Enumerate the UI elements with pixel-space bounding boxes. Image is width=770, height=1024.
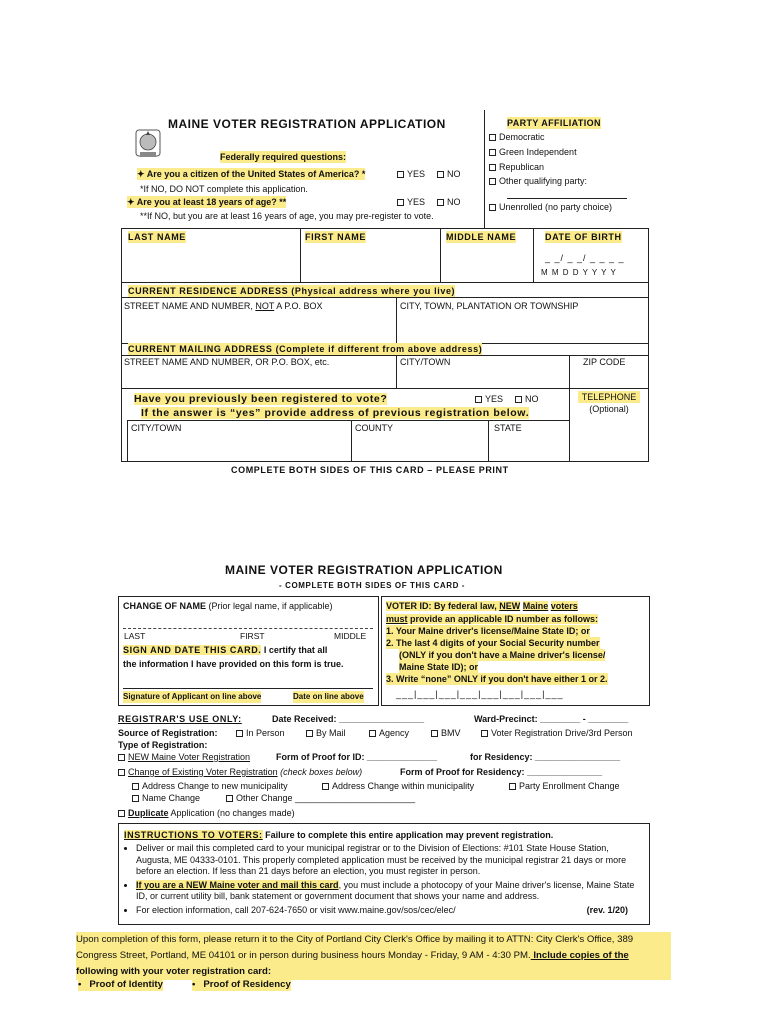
source-drive[interactable]: Voter Registration Drive/3rd Person bbox=[481, 727, 633, 739]
dob-input[interactable]: _ _/ _ _/ _ _ _ _ bbox=[545, 253, 625, 263]
date-label: Date on line above bbox=[293, 692, 364, 701]
maine-seal-icon bbox=[135, 128, 161, 160]
source-agency[interactable]: Agency bbox=[369, 727, 409, 739]
checkbox-icon[interactable] bbox=[369, 730, 376, 737]
checkbox-icon[interactable] bbox=[475, 396, 482, 403]
checkbox-icon[interactable] bbox=[118, 754, 125, 761]
checkbox-icon[interactable] bbox=[481, 730, 488, 737]
change-registration-option[interactable]: Change of Existing Voter Registration (check boxes below) bbox=[118, 766, 362, 778]
mailing-city-label: CITY/TOWN bbox=[400, 357, 451, 367]
party-democratic[interactable]: Democratic bbox=[489, 131, 545, 143]
checkbox-icon[interactable] bbox=[515, 396, 522, 403]
telephone-optional: (Optional) bbox=[589, 404, 629, 414]
source-by-mail[interactable]: By Mail bbox=[306, 727, 346, 739]
divider bbox=[127, 420, 128, 462]
checkbox-icon[interactable] bbox=[437, 171, 444, 178]
registrar-title: REGISTRAR'S USE ONLY: bbox=[118, 714, 242, 724]
citizen-yes-option[interactable]: YES bbox=[397, 168, 425, 180]
party-green[interactable]: Green Independent bbox=[489, 146, 577, 158]
instructions-list bbox=[124, 843, 646, 918]
divider bbox=[121, 297, 649, 298]
residence-title: CURRENT RESIDENCE ADDRESS (Physical address where you live) bbox=[128, 286, 456, 296]
checkbox-icon[interactable] bbox=[306, 730, 313, 737]
previous-registration-note: If the answer is “yes” provide address of previous registration below. bbox=[141, 407, 530, 419]
mailing-zip-label: ZIP CODE bbox=[583, 357, 626, 367]
change-of-name-heading: CHANGE OF NAME (Prior legal name, if applicable) bbox=[123, 601, 333, 611]
previous-yes-option[interactable]: YES bbox=[475, 393, 503, 405]
age-note: **If NO, but you are at least 16 years of age, you may pre-register to vote. bbox=[140, 211, 434, 221]
proof-identity-item: • Proof of Identity bbox=[78, 979, 163, 990]
voter-id-option-2c: Maine State ID); or bbox=[399, 662, 479, 672]
ward-precinct: Ward-Precinct: ________ - ________ bbox=[474, 714, 629, 724]
prior-first-label: FIRST bbox=[240, 631, 265, 641]
name-change-option[interactable]: Name Change bbox=[132, 792, 200, 804]
checkbox-icon[interactable] bbox=[132, 795, 139, 802]
duplicate-option[interactable]: Duplicate Application (no changes made) bbox=[118, 807, 295, 819]
instruction-item: • If you are a NEW Maine voter and mail this card, you must include a photocopy of your Maine driver's license, Maine State ID, or current utility bill, bank statement or government document that shows your name and address. bbox=[136, 880, 646, 903]
proof-residency-field: Form of Proof for Residency: _______________ bbox=[400, 767, 603, 777]
checkbox-icon[interactable] bbox=[489, 149, 496, 156]
source-row: Source of Registration: bbox=[118, 728, 218, 738]
proof-id-field: Form of Proof for ID: ______________ bbox=[276, 752, 438, 762]
prior-last-label: LAST bbox=[124, 631, 146, 641]
back-title: MAINE VOTER REGISTRATION APPLICATION bbox=[225, 563, 503, 577]
previous-no-option[interactable]: NO bbox=[515, 393, 539, 405]
checkbox-icon[interactable] bbox=[118, 769, 125, 776]
citizen-question: ✦ Are you a citizen of the United States of America? * bbox=[137, 169, 366, 179]
back-subtitle: - COMPLETE BOTH SIDES OF THIS CARD - bbox=[279, 581, 466, 590]
source-in-person[interactable]: In Person bbox=[236, 727, 285, 739]
age-yes-option[interactable]: YES bbox=[397, 196, 425, 208]
certify-text: the information I have provided on this form is true. bbox=[123, 659, 344, 669]
divider bbox=[121, 282, 649, 283]
checkbox-icon[interactable] bbox=[118, 810, 125, 817]
checkbox-icon[interactable] bbox=[489, 164, 496, 171]
voter-id-input[interactable]: ___|___|___|___|___|___|___|___ bbox=[396, 689, 564, 699]
divider bbox=[569, 355, 570, 388]
instruction-item: • Deliver or mail this completed card to your municipal registrar or to the Division of Elections: #101 State House Station, Augusta, ME 04333-0101. This properly completed application must be received by the municipal registrar 21 days or more before an election. If less than 21 days before an election, you must register in person. bbox=[136, 843, 646, 878]
citizen-no-option[interactable]: NO bbox=[437, 168, 461, 180]
other-party-line[interactable] bbox=[507, 198, 627, 199]
date-received: Date Received: _________________ bbox=[272, 714, 425, 724]
age-question: ✦ Are you at least 18 years of age? ** bbox=[127, 197, 287, 207]
residence-city-label: CITY, TOWN, PLANTATION OR TOWNSHIP bbox=[400, 301, 579, 311]
age-no-option[interactable]: NO bbox=[437, 196, 461, 208]
divider bbox=[127, 420, 569, 421]
new-registration-option[interactable]: NEW Maine Voter Registration bbox=[118, 751, 250, 763]
party-unenrolled[interactable]: Unenrolled (no party choice) bbox=[489, 201, 612, 213]
dob-label: DATE OF BIRTH bbox=[545, 232, 622, 242]
middle-name-label: MIDDLE NAME bbox=[446, 232, 517, 242]
instructions-heading: INSTRUCTIONS TO VOTERS: Failure to complete this entire application may prevent registration. bbox=[124, 830, 554, 840]
registration-type-label: Type of Registration: bbox=[118, 740, 208, 750]
mailing-title: CURRENT MAILING ADDRESS (Complete if different from above address) bbox=[128, 344, 483, 354]
federal-heading: Federally required questions: bbox=[220, 152, 347, 162]
portland-line-1: Upon completion of this form, please return it to the City of Portland City Clerk's Office by mailing it to ATTN: City Clerk's Office, 389 bbox=[76, 934, 634, 945]
proof-residency-item: • Proof of Residency bbox=[192, 979, 291, 990]
checkbox-icon[interactable] bbox=[397, 171, 404, 178]
addr-within-municipality[interactable]: Address Change within municipality bbox=[322, 780, 474, 792]
sign-date-text: SIGN AND DATE THIS CARD. I certify that all bbox=[123, 645, 328, 655]
divider bbox=[396, 355, 397, 388]
checkbox-icon[interactable] bbox=[489, 134, 496, 141]
addr-new-municipality[interactable]: Address Change to new municipality bbox=[132, 780, 288, 792]
checkbox-icon[interactable] bbox=[236, 730, 243, 737]
voter-id-option-1: 1. Your Maine driver's license/Maine State ID; or bbox=[386, 626, 590, 636]
divider bbox=[300, 228, 301, 282]
voter-id-heading: VOTER ID: By federal law, NEW Maine voters bbox=[386, 601, 578, 611]
checkbox-icon[interactable] bbox=[132, 783, 139, 790]
previous-registration-question: Have you previously been registered to vote? bbox=[134, 393, 388, 405]
telephone-label: TELEPHONE bbox=[578, 391, 640, 403]
divider bbox=[533, 228, 534, 282]
previous-county-label: COUNTY bbox=[355, 423, 393, 433]
voter-id-option-2b: (ONLY if you don't have a Maine driver's license/ bbox=[399, 650, 606, 660]
party-title: PARTY AFFILIATION bbox=[507, 118, 601, 128]
portland-line-3: following with your voter registration card: bbox=[76, 966, 272, 977]
divider bbox=[569, 388, 570, 462]
previous-state-label: STATE bbox=[494, 423, 522, 433]
dob-format: M M D D Y Y Y Y bbox=[541, 268, 617, 277]
checkbox-icon[interactable] bbox=[322, 783, 329, 790]
checkbox-icon[interactable] bbox=[431, 730, 438, 737]
signature-line[interactable] bbox=[123, 688, 373, 689]
voter-id-subheading: must provide an applicable ID number as follows: bbox=[386, 614, 599, 624]
other-change-option[interactable]: Other Change ________________________ bbox=[226, 792, 415, 804]
checkbox-icon[interactable] bbox=[437, 199, 444, 206]
residence-street-label: STREET NAME AND NUMBER, NOT A P.O. BOX bbox=[124, 301, 323, 311]
first-name-label: FIRST NAME bbox=[305, 232, 366, 242]
checkbox-icon[interactable] bbox=[489, 178, 496, 185]
previous-city-label: CITY/TOWN bbox=[131, 423, 182, 433]
checkbox-icon[interactable] bbox=[509, 783, 516, 790]
front-footer: COMPLETE BOTH SIDES OF THIS CARD – PLEASE PRINT bbox=[231, 465, 509, 475]
mailing-street-label: STREET NAME AND NUMBER, OR P.O. BOX, etc. bbox=[124, 357, 330, 367]
citizen-note: *If NO, DO NOT complete this application. bbox=[140, 184, 308, 194]
divider bbox=[488, 420, 489, 462]
party-divider bbox=[484, 110, 485, 228]
divider bbox=[351, 420, 352, 462]
divider bbox=[396, 297, 397, 343]
portland-instructions bbox=[76, 932, 671, 980]
last-name-label: LAST NAME bbox=[128, 232, 186, 242]
divider bbox=[440, 228, 441, 282]
voter-id-option-3: 3. Write “none” ONLY if you don't have either 1 or 2. bbox=[386, 674, 608, 684]
signature-label: Signature of Applicant on line above bbox=[123, 692, 262, 701]
party-enrollment-change[interactable]: Party Enrollment Change bbox=[509, 780, 620, 792]
source-bmv[interactable]: BMV bbox=[431, 727, 461, 739]
residency-field: for Residency: _________________ bbox=[470, 752, 621, 762]
party-republican[interactable]: Republican bbox=[489, 161, 544, 173]
instruction-item: • For election information, call 207-624-7650 or visit www.maine.gov/sos/cec/elec/ (rev. 1/20) bbox=[136, 905, 646, 917]
prior-middle-label: MIDDLE bbox=[334, 631, 367, 641]
front-title: MAINE VOTER REGISTRATION APPLICATION bbox=[168, 117, 446, 131]
voter-id-option-2: 2. The last 4 digits of your Social Security number bbox=[386, 638, 600, 648]
prior-name-line[interactable] bbox=[123, 628, 373, 629]
checkbox-icon[interactable] bbox=[226, 795, 233, 802]
checkbox-icon[interactable] bbox=[397, 199, 404, 206]
party-other[interactable]: Other qualifying party: bbox=[489, 175, 587, 187]
checkbox-icon[interactable] bbox=[489, 204, 496, 211]
portland-line-2: Congress Street, Portland, ME 04101 or in person during business hours Monday - Friday, 9 AM - 4:30 PM. Include copies of the bbox=[76, 950, 629, 961]
